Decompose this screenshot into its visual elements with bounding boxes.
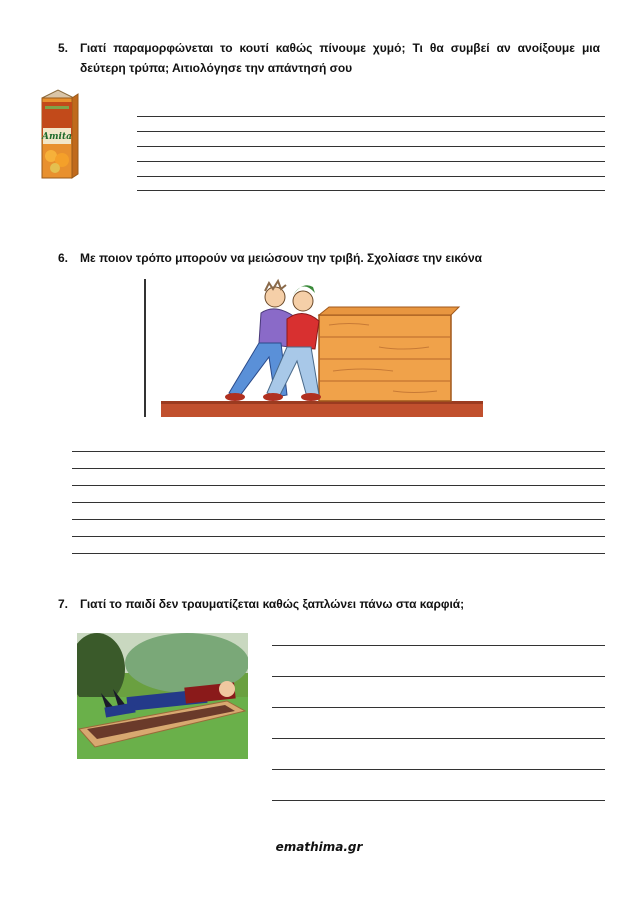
answer-line[interactable]	[72, 468, 605, 469]
answer-line[interactable]	[137, 116, 605, 117]
answer-line[interactable]	[72, 485, 605, 486]
question-number: 6.	[58, 251, 69, 265]
wooden-crate-icon	[319, 307, 459, 401]
question-text: Με ποιον τρόπο μπορούν να μειώσουν την τριβή. Σχολίασε την εικόνα	[80, 251, 483, 265]
question-text: Γιατί το παιδί δεν τραυματίζεται καθώς ξαπλώνει πάνω στα καρφιά;	[80, 597, 465, 611]
answer-line[interactable]	[72, 536, 605, 537]
juice-carton-image	[38, 88, 80, 180]
kids-pushing-crate-image	[143, 277, 495, 419]
footer-site-name: emathima.gr	[275, 840, 363, 854]
answer-line[interactable]	[72, 502, 605, 503]
answer-line[interactable]	[72, 519, 605, 520]
question-number: 7.	[58, 597, 69, 611]
answer-line[interactable]	[137, 176, 605, 177]
answer-line[interactable]	[72, 553, 605, 554]
carton-brand-label: Amita	[42, 132, 72, 142]
answer-line[interactable]	[137, 131, 605, 132]
answer-line[interactable]	[137, 146, 605, 147]
question-6	[58, 248, 578, 268]
answer-line[interactable]	[272, 769, 605, 770]
answer-line[interactable]	[137, 161, 605, 162]
question-number: 5.	[58, 41, 69, 55]
question-7	[58, 594, 578, 614]
question-text: Γιατί παραμορφώνεται το κουτί καθώς πίνουμε χυμό; Τι θα συμβεί αν ανοίξουμε μια δεύτερη τρύπα; Αιτιολόγησε την απάντησή σου	[80, 41, 600, 75]
answer-line[interactable]	[272, 645, 605, 646]
answer-line[interactable]	[272, 800, 605, 801]
question-5	[58, 38, 600, 78]
answer-line[interactable]	[137, 190, 605, 191]
answer-line[interactable]	[272, 707, 605, 708]
answer-line[interactable]	[272, 738, 605, 739]
answer-line[interactable]	[272, 676, 605, 677]
boy-on-nail-bed-image	[77, 633, 248, 759]
answer-line[interactable]	[72, 451, 605, 452]
